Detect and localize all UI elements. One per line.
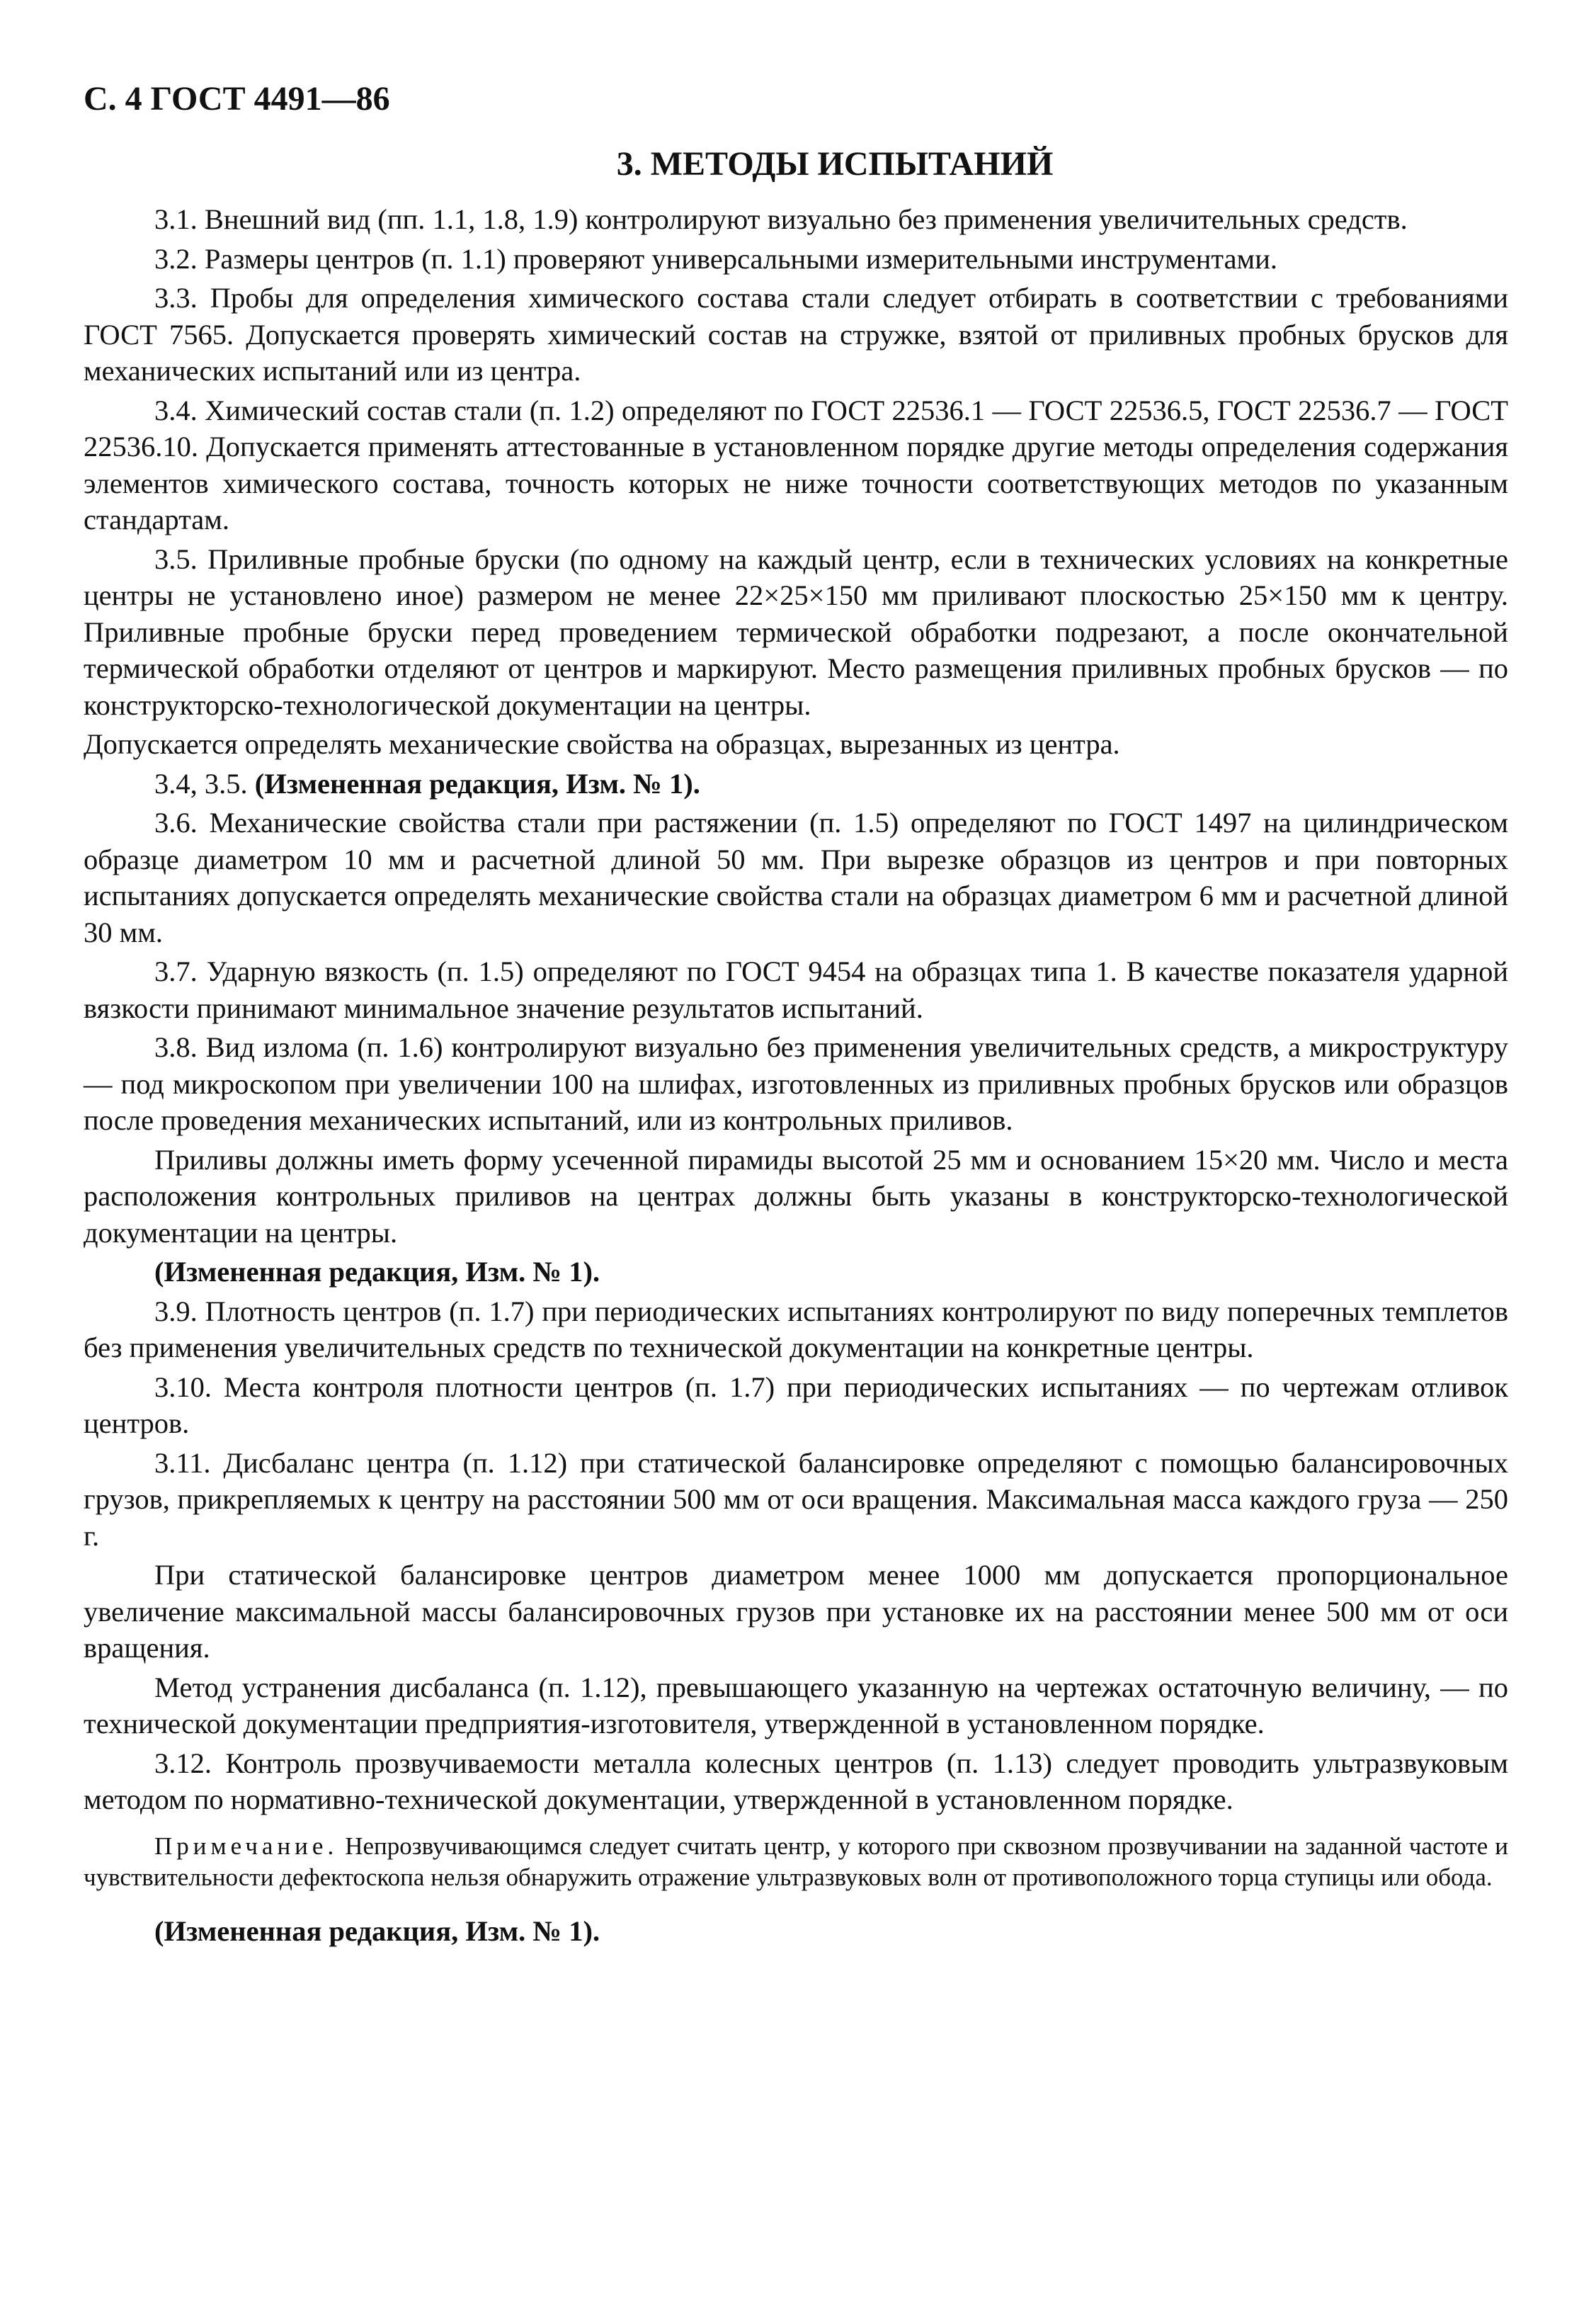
note-label: Примечание. <box>154 1832 338 1860</box>
edit-note-3-8 <box>84 1254 1508 1290</box>
edit-note-text: (Измененная редакция, Изм. № 1). <box>254 767 700 800</box>
edit-note-text: (Измененная редакция, Изм. № 1). <box>154 1256 600 1288</box>
paragraph-3-1: 3.1. Внешний вид (пп. 1.1, 1.8, 1.9) контролируют визуально без применения увеличительных средств. <box>154 203 1408 235</box>
page-header: С. 4 ГОСТ 4491—86 <box>84 80 390 118</box>
paragraph-3-5: 3.5. Приливные пробные бруски (по одному на каждый центр, если в технических условиях на конкретные центры не установлено иное) размером не менее 22×25×150 мм приливают плоскостью 25×150 мм к центру. Приливные пробные бруски перед проведением термической обработки подрезают, а после окончательной термической обработки отделяют от центров и маркируют. Место размещения приливных пробных брусков — по конструкторско-технологической документации на центры. <box>84 543 1508 721</box>
paragraph-3-2: 3.2. Размеры центров (п. 1.1) проверяют универсальными измерительными инструментами. <box>154 242 1277 275</box>
paragraph-3-5-allowance: Допускается определять механические свойства на образцах, вырезанных из центра. <box>84 728 1120 760</box>
paragraph-3-12: 3.12. Контроль прозвучиваемости металла колесных центров (п. 1.13) следует проводить ультразвуковым методом по нормативно-технической документации, утвержденной в установленном порядке. <box>84 1747 1508 1815</box>
paragraph-3-11-static: При статической балансировке центров диаметром менее 1000 мм допускается пропорциональное увеличение максимальной массы балансировочных грузов при установке их на расстоянии менее 500 мм от оси вращения. <box>84 1559 1508 1664</box>
paragraph-3-7: 3.7. Ударную вязкость (п. 1.5) определяют по ГОСТ 9454 на образцах типа 1. В качестве показателя ударной вязкости принимают минимальное значение результатов испытаний. <box>84 955 1508 1024</box>
paragraph-3-11: 3.11. Дисбаланс центра (п. 1.12) при статической балансировке определяют с помощью балансировочных грузов, прикрепляемых к центру на расстоянии 500 мм от оси вращения. Максимальная масса каждого груза — 250 г. <box>84 1446 1508 1552</box>
document-page <box>84 78 1508 2274</box>
paragraph-3-11-method: Метод устранения дисбаланса (п. 1.12), превышающего указанную на чертежах остаточную величину, — по технической документации предприятия-изготовителя, утвержденной в установленном порядке. <box>84 1671 1508 1739</box>
edit-note-3-12: (Измененная редакция, Изм. № 1). <box>154 1914 600 1947</box>
paragraph-3-8-tides: Приливы должны иметь форму усеченной пирамиды высотой 25 мм и основанием 15×20 мм. Число и места расположения контрольных приливов на центрах должны быть указаны в конструкторско-технологической документации на центры. <box>84 1143 1508 1249</box>
paragraph-3-6: 3.6. Механические свойства стали при растяжении (п. 1.5) определяют по ГОСТ 1497 на цилиндрическом образце диаметром 10 мм и расчетной длиной 50 мм. При вырезке образцов из центров и при повторных испытаниях допускается определять механические свойства стали на образцах диаметром 6 мм и расчетной длиной 30 мм. <box>84 807 1508 948</box>
paragraph-3-3: 3.3. Пробы для определения химического состава стали следует отбирать в соответствии с требованиями ГОСТ 7565. Допускается проверять химический состав на стружке, взятой от приливных пробных брусков для механических испытаний или из центра. <box>84 282 1508 387</box>
note <box>84 1831 1508 1893</box>
paragraph-3-9: 3.9. Плотность центров (п. 1.7) при периодических испытаниях контролируют по виду поперечных темплетов без применения увеличительных средств по технической документации на конкретные центры. <box>84 1295 1508 1363</box>
edit-note-prefix: 3.4, 3.5. <box>154 767 255 800</box>
note-text: Непрозвучивающимся следует считать центр, у которого при сквозном прозвучивании на заданной частоте и чувствительности дефектоскопа нельзя обнаружить отражение ультразвуковых волн от противоположного торца ступицы или обода. <box>84 1832 1508 1891</box>
paragraph-3-10: 3.10. Места контроля плотности центров (п. 1.7) при периодических испытаниях — по чертежам отливок центров. <box>84 1370 1508 1439</box>
edit-note-3-4-3-5 <box>84 766 1508 802</box>
paragraph-3-8: 3.8. Вид излома (п. 1.6) контролируют визуально без применения увеличительных средств, а микроструктуру — под микроскопом при увеличении 100 на шлифах, изготовленных из приливных пробных брусков или образцов после проведения механических испытаний, или из контрольных приливов. <box>84 1031 1508 1136</box>
section-title: 3. МЕТОДЫ ИСПЫТАНИЙ <box>616 145 1054 183</box>
paragraph-3-4: 3.4. Химический состав стали (п. 1.2) определяют по ГОСТ 22536.1 — ГОСТ 22536.5, ГОСТ 22536.7 — ГОСТ 22536.10. Допускается применять аттестованные в установленном порядке другие методы определения содержания элементов химического состава, точность которых не ниже точности соответствующих методов по указанным стандартам. <box>84 394 1508 535</box>
